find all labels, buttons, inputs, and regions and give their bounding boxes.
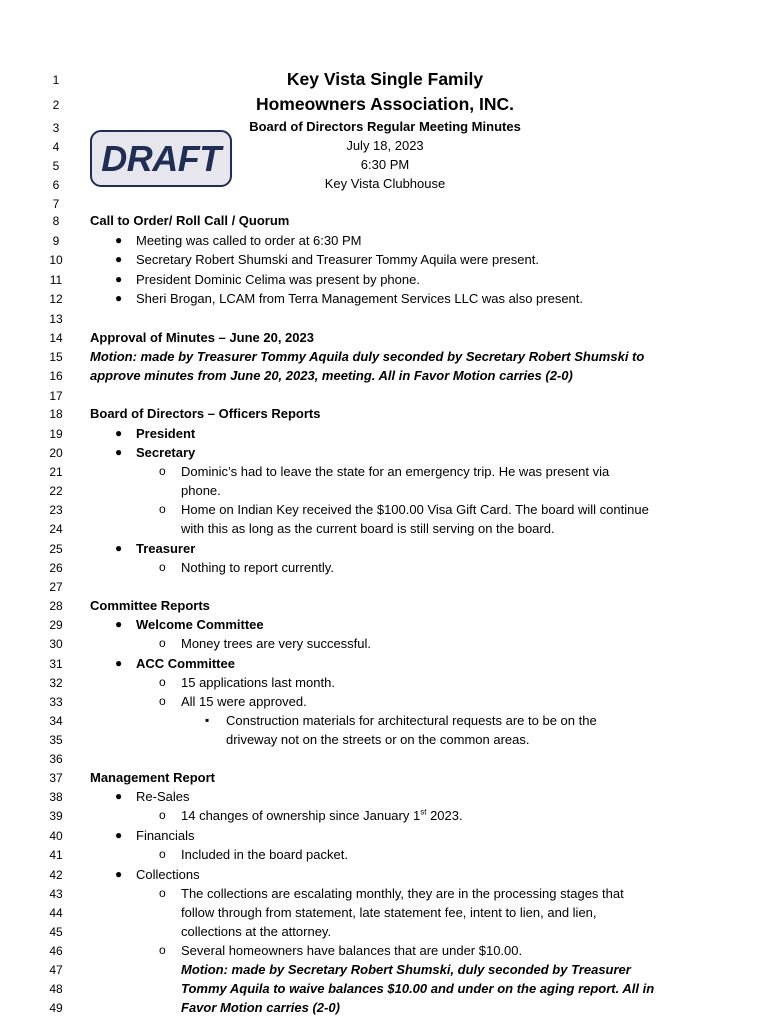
draft-stamp-text: DRAFT xyxy=(101,137,221,179)
list-item: driveway not on the streets or on the common areas. xyxy=(226,732,530,747)
list-item: All 15 were approved. xyxy=(181,694,307,709)
list-item: 15 applications last month. xyxy=(181,675,335,690)
list-item: Construction materials for architectural requests are to be on the xyxy=(226,713,597,728)
list-item-president: President xyxy=(136,426,196,441)
list-item: Sheri Brogan, LCAM from Terra Management Services LLC was also present. xyxy=(136,291,584,306)
motion-text: Motion: made by Treasurer Tommy Aquila duly seconded by Secretary Robert Shumski to xyxy=(90,349,645,364)
bullet-icon: ● xyxy=(115,867,123,881)
list-item-collections: Collections xyxy=(136,867,200,882)
line-number: 7 xyxy=(52,197,60,211)
list-item: Secretary Robert Shumski and Treasurer Tommy Aquila were present. xyxy=(136,252,539,267)
line-number: 29 xyxy=(49,618,63,632)
list-item: Home on Indian Key received the $100.00 Visa Gift Card. The board will continue xyxy=(181,502,649,517)
line-number: 23 xyxy=(49,503,63,517)
line-number: 40 xyxy=(49,829,63,843)
sub-bullet-icon: o xyxy=(159,675,166,689)
line-number: 21 xyxy=(49,465,63,479)
line-number: 43 xyxy=(49,887,63,901)
line-number: 27 xyxy=(49,580,63,594)
list-item-financials: Financials xyxy=(136,828,195,843)
motion-text: approve minutes from June 20, 2023, meeting. All in Favor Motion carries (2-0) xyxy=(90,368,573,383)
line-number: 47 xyxy=(49,963,63,977)
line-number: 39 xyxy=(49,809,63,823)
line-number: 48 xyxy=(49,982,63,996)
list-item: follow through from statement, late statement fee, intent to lien, and lien, xyxy=(181,905,597,920)
motion-text: Favor Motion carries (2-0) xyxy=(181,1000,340,1015)
sub-bullet-icon: o xyxy=(159,943,166,957)
line-number: 41 xyxy=(49,848,63,862)
list-item-resales: Re-Sales xyxy=(136,789,190,804)
line-number: 19 xyxy=(49,427,63,441)
title-line-2: Homeowners Association, INC. xyxy=(255,94,514,114)
list-item: The collections are escalating monthly, they are in the processing stages that xyxy=(181,886,624,901)
line-number: 1 xyxy=(52,73,60,87)
line-number: 9 xyxy=(52,234,60,248)
meeting-time: 6:30 PM xyxy=(360,157,410,172)
list-item: collections at the attorney. xyxy=(181,924,332,939)
list-item-welcome: Welcome Committee xyxy=(136,617,264,632)
line-number: 17 xyxy=(49,389,63,403)
line-number: 26 xyxy=(49,561,63,575)
bullet-icon: ● xyxy=(115,656,123,670)
line-number: 34 xyxy=(49,714,63,728)
list-item: phone. xyxy=(181,483,221,498)
resales-text-end: 2023. xyxy=(426,808,463,823)
line-number: 18 xyxy=(49,407,63,421)
line-number: 10 xyxy=(49,253,63,267)
section-heading-officers: Board of Directors – Officers Reports xyxy=(90,406,321,421)
line-number: 37 xyxy=(49,771,63,785)
list-item-secretary: Secretary xyxy=(136,445,196,460)
line-number: 2 xyxy=(52,98,60,112)
line-number: 38 xyxy=(49,790,63,804)
bullet-icon: ● xyxy=(115,252,123,266)
bullet-icon: ● xyxy=(115,541,123,555)
square-bullet-icon: ▪ xyxy=(205,713,210,727)
resales-text: 14 changes of ownership since January 1 xyxy=(181,808,421,823)
bullet-icon: ● xyxy=(115,445,123,459)
list-item xyxy=(181,808,463,823)
meeting-location: Key Vista Clubhouse xyxy=(324,176,446,191)
motion-text: Motion: made by Secretary Robert Shumski, duly seconded by Treasurer xyxy=(181,962,631,977)
line-number: 35 xyxy=(49,733,63,747)
line-number: 8 xyxy=(52,214,60,228)
sub-bullet-icon: o xyxy=(159,560,166,574)
line-number: 5 xyxy=(52,159,60,173)
ordinal-suffix: st xyxy=(420,807,427,817)
sub-bullet-icon: o xyxy=(159,636,166,650)
bullet-icon: ● xyxy=(115,617,123,631)
list-item-acc: ACC Committee xyxy=(136,656,235,671)
title-line-1: Key Vista Single Family xyxy=(286,69,484,89)
line-number: 14 xyxy=(49,331,63,345)
sub-bullet-icon: o xyxy=(159,464,166,478)
line-number: 15 xyxy=(49,350,63,364)
line-number: 33 xyxy=(49,695,63,709)
line-number: 12 xyxy=(49,292,63,306)
bullet-icon: ● xyxy=(115,426,123,440)
line-number: 28 xyxy=(49,599,63,613)
sub-bullet-icon: o xyxy=(159,694,166,708)
list-item: Money trees are very successful. xyxy=(181,636,372,651)
line-number: 6 xyxy=(52,178,60,192)
line-number: 3 xyxy=(52,121,60,135)
line-number: 20 xyxy=(49,446,63,460)
meeting-date: July 18, 2023 xyxy=(346,138,424,153)
line-number: 31 xyxy=(49,657,63,671)
sub-bullet-icon: o xyxy=(159,502,166,516)
sub-bullet-icon: o xyxy=(159,808,166,822)
list-item: Nothing to report currently. xyxy=(181,560,334,575)
list-item: Several homeowners have balances that are under $10.00. xyxy=(181,943,523,958)
line-number: 32 xyxy=(49,676,63,690)
line-number: 22 xyxy=(49,484,63,498)
line-number: 11 xyxy=(49,273,63,287)
line-number: 25 xyxy=(49,542,63,556)
sub-bullet-icon: o xyxy=(159,847,166,861)
line-number: 24 xyxy=(49,522,63,536)
list-item-treasurer: Treasurer xyxy=(136,541,196,556)
bullet-icon: ● xyxy=(115,828,123,842)
section-heading-call-to-order: Call to Order/ Roll Call / Quorum xyxy=(90,213,290,228)
list-item: Meeting was called to order at 6:30 PM xyxy=(136,233,362,248)
line-number: 49 xyxy=(49,1001,63,1015)
section-heading-committee: Committee Reports xyxy=(90,598,210,613)
bullet-icon: ● xyxy=(115,789,123,803)
list-item: President Dominic Celima was present by phone. xyxy=(136,272,420,287)
meeting-subtitle: Board of Directors Regular Meeting Minutes xyxy=(249,119,521,134)
line-number: 4 xyxy=(52,140,60,154)
line-number: 30 xyxy=(49,637,63,651)
bullet-icon: ● xyxy=(115,291,123,305)
line-number: 42 xyxy=(49,868,63,882)
motion-text: Tommy Aquila to waive balances $10.00 and under on the aging report. All in xyxy=(181,981,655,996)
section-heading-approval: Approval of Minutes – June 20, 2023 xyxy=(90,330,314,345)
list-item: Included in the board packet. xyxy=(181,847,348,862)
sub-bullet-icon: o xyxy=(159,886,166,900)
list-item: with this as long as the current board is still serving on the board. xyxy=(181,521,555,536)
line-number: 36 xyxy=(49,752,63,766)
line-number: 46 xyxy=(49,944,63,958)
line-number: 44 xyxy=(49,906,63,920)
line-number: 45 xyxy=(49,925,63,939)
bullet-icon: ● xyxy=(115,272,123,286)
section-heading-management: Management Report xyxy=(90,770,215,785)
line-number: 16 xyxy=(49,369,63,383)
list-item: Dominic’s had to leave the state for an emergency trip. He was present via xyxy=(181,464,610,479)
line-number: 13 xyxy=(49,312,63,326)
bullet-icon: ● xyxy=(115,233,123,247)
